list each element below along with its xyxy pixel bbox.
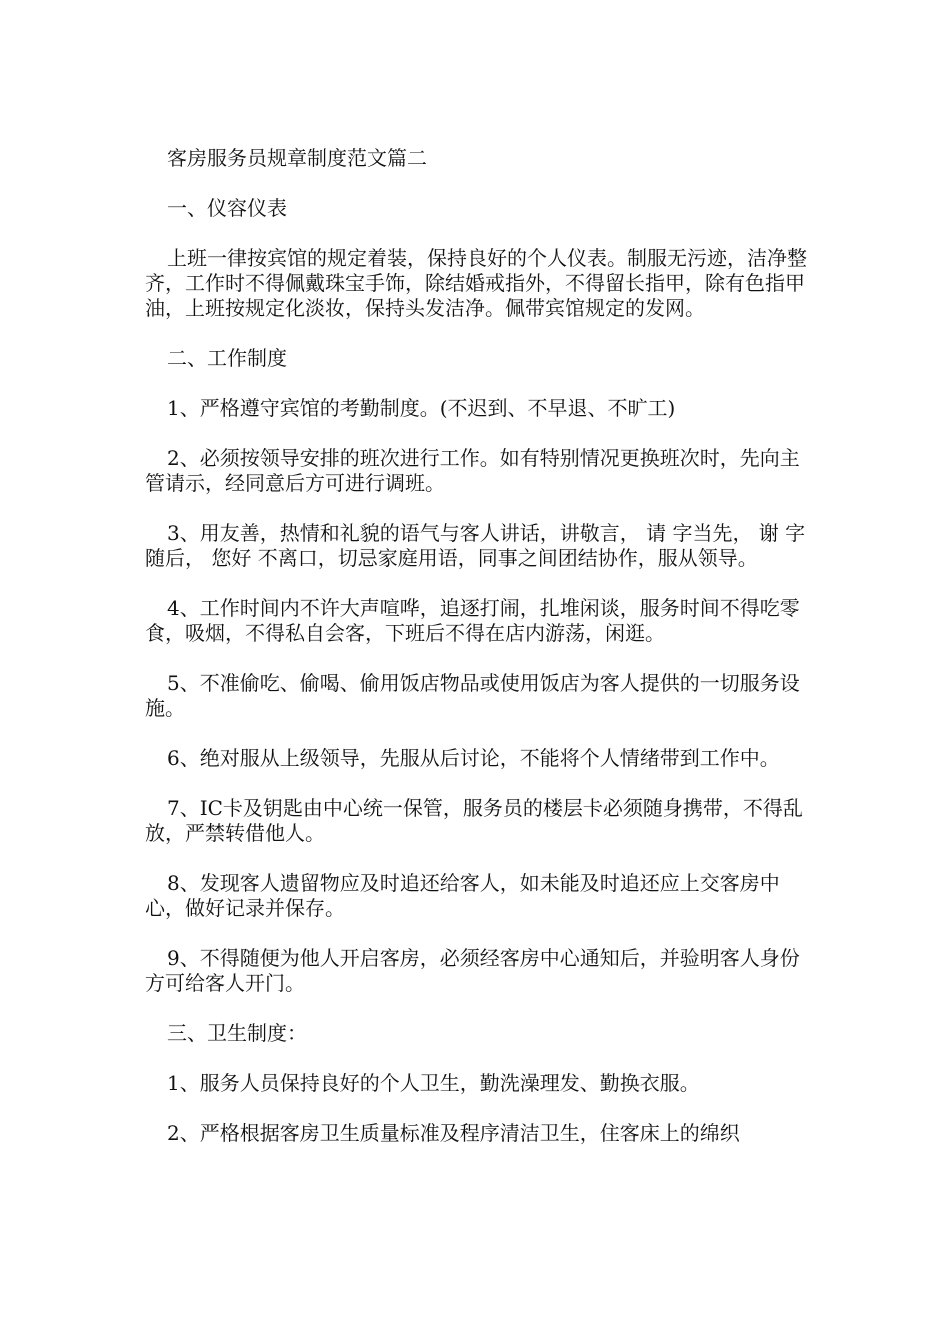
work-rule-3: 3、用友善，热情和礼貌的语气与客人讲话，讲敬言， 请 字当先， 谢 字随后， 您好 不离口，切忌家庭用语，同事之间团结协作，服从领导。	[145, 521, 806, 570]
work-rule-1: 1、严格遵守宾馆的考勤制度。(不迟到、不早退、不旷工)	[167, 396, 676, 420]
hygiene-rule-1: 1、服务人员保持良好的个人卫生，勤洗澡理发、勤换衣服。	[167, 1071, 700, 1095]
work-rule-6: 6、绝对服从上级领导，先服从后讨论，不能将个人情绪带到工作中。	[167, 746, 780, 770]
section-heading-appearance: 一、仪容仪表	[167, 196, 287, 220]
work-rule-7: 7、IC卡及钥匙由中心统一保管，服务员的楼层卡必须随身携带，不得乱放，严禁转借他人。	[145, 796, 803, 845]
work-rule-2: 2、必须按领导安排的班次进行工作。如有特别情况更换班次时，先向主管请示，经同意后方可进行调班。	[145, 446, 800, 495]
paragraph-appearance: 上班一律按宾馆的规定着装，保持良好的个人仪表。制服无污迹，洁净整齐，工作时不得佩戴珠宝手饰，除结婚戒指外，不得留长指甲，除有色指甲油，上班按规定化淡妆，保持头发洁净。佩带宾馆规定的发网。	[145, 246, 807, 320]
work-rule-8: 8、发现客人遗留物应及时追还给客人，如未能及时追还应上交客房中心，做好记录并保存。	[145, 871, 780, 920]
section-heading-hygiene: 三、卫生制度：	[167, 1021, 307, 1045]
document-body	[145, 146, 813, 1171]
work-rule-5: 5、不准偷吃、偷喝、偷用饭店物品或使用饭店为客人提供的一切服务设施。	[145, 671, 800, 720]
section-heading-work-rules: 二、工作制度	[167, 346, 287, 370]
document-title: 客房服务员规章制度范文篇二	[167, 146, 427, 170]
hygiene-rule-2: 2、严格根据客房卫生质量标准及程序清洁卫生，住客床上的绵织	[167, 1121, 740, 1145]
work-rule-4: 4、工作时间内不许大声喧哗，追逐打闹，扎堆闲谈，服务时间不得吃零食，吸烟，不得私自会客，下班后不得在店内游荡，闲逛。	[145, 596, 800, 645]
work-rule-9: 9、不得随便为他人开启客房，必须经客房中心通知后，并验明客人身份方可给客人开门。	[145, 946, 800, 995]
